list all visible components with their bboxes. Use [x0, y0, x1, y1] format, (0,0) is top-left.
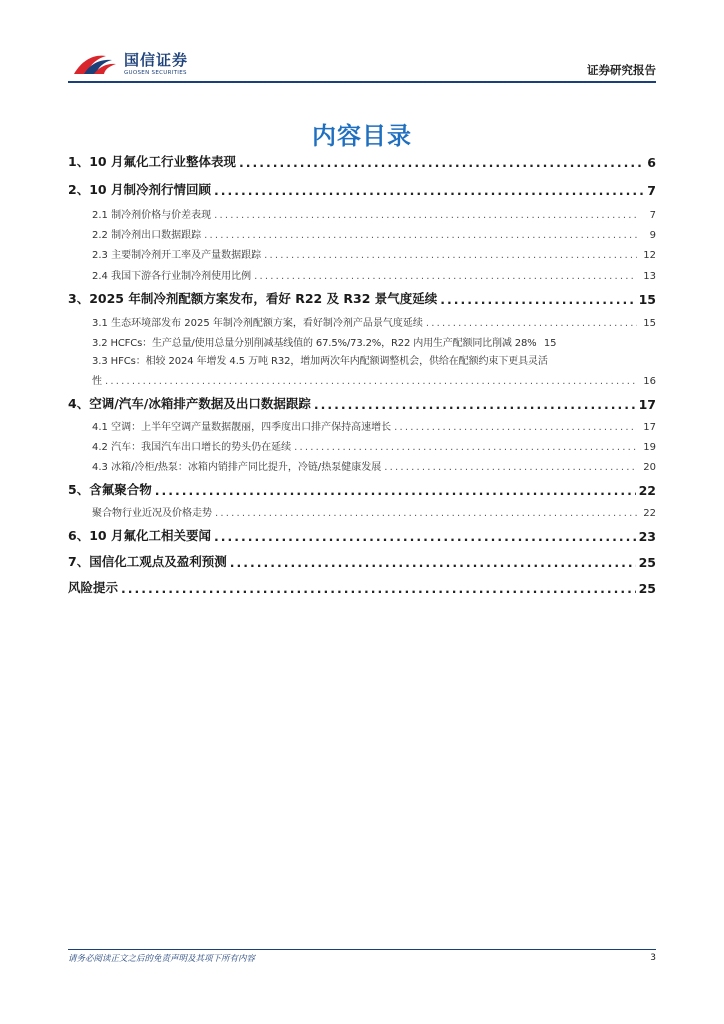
- toc-entry-page: 15: [643, 318, 656, 329]
- toc-subentry[interactable]: [68, 418, 656, 433]
- toc-leader: [155, 483, 636, 498]
- toc-subentry[interactable]: [68, 438, 656, 453]
- toc-entry-title: 2.4 我国下游各行业制冷剂使用比例: [92, 271, 252, 282]
- report-type-label: 证券研究报告: [587, 63, 656, 77]
- toc-leader: [105, 376, 637, 387]
- toc-leader: [230, 555, 636, 570]
- toc-entry-title: 4.1 空调：上半年空调产量数据靓丽，四季度出口排产保持高速增长: [92, 422, 392, 433]
- toc-leader: [254, 271, 637, 282]
- page-header: [68, 48, 656, 84]
- toc-entry-page: 22: [643, 508, 656, 519]
- toc-entry-page: 6: [647, 155, 656, 170]
- toc-entry[interactable]: [68, 578, 656, 596]
- toc-entry-title: 2.3 主要制冷剂开工率及产量数据跟踪: [92, 250, 262, 261]
- toc-entry-title: 6、10 月氟化工相关要闻: [68, 528, 211, 543]
- toc-subentry[interactable]: [68, 334, 656, 349]
- guosen-logo-icon: [72, 50, 118, 78]
- disclaimer-note: 请务必阅读正文之后的免责声明及其项下所有内容: [68, 954, 256, 964]
- toc-entry-title: 风险提示: [68, 580, 119, 595]
- toc-entry-page: 15: [543, 338, 557, 349]
- toc-leader: [440, 292, 635, 307]
- toc-leader: [204, 230, 637, 241]
- toc-entry-title: 7、国信化工观点及盈利预测: [68, 554, 227, 569]
- toc-entry-page: 19: [643, 442, 656, 453]
- header-divider: [68, 81, 656, 83]
- toc-entry-page: 16: [643, 376, 656, 387]
- toc-leader: [121, 581, 636, 596]
- toc-entry-page: 7: [649, 210, 656, 221]
- toc-entry-title: 2.1 制冷剂价格与价差表现: [92, 210, 212, 221]
- toc-entry-page: 22: [638, 483, 656, 498]
- toc-title: 内容目录: [312, 122, 412, 150]
- toc-entry[interactable]: [68, 289, 656, 307]
- toc-entry[interactable]: [68, 180, 656, 198]
- toc-subentry[interactable]: [68, 504, 656, 519]
- toc-entry[interactable]: [68, 394, 656, 412]
- toc-entry-page: 15: [638, 292, 656, 307]
- toc-entry[interactable]: [68, 526, 656, 544]
- toc-entry-title: 1、10 月氟化工行业整体表现: [68, 154, 236, 169]
- toc-entry-title: 3.1 生态环境部发布 2025 年制冷剂配额方案，看好制冷剂产品景气度延续: [92, 318, 423, 329]
- toc-entry-title: 2、10 月制冷剂行情回顾: [68, 182, 211, 197]
- toc-subentry[interactable]: [68, 226, 656, 241]
- logo-english-name: GUOSEN SECURITIES: [124, 69, 187, 76]
- toc-leader: [294, 442, 637, 453]
- toc-leader: [214, 183, 644, 198]
- toc-entry-title: 4.2 汽车：我国汽车出口增长的势头仍在延续: [92, 442, 292, 453]
- toc-entry-page: 7: [647, 183, 656, 198]
- toc-subentry[interactable]: [68, 246, 656, 261]
- toc-entry-page: 25: [638, 581, 656, 596]
- toc-entry-page: 13: [643, 271, 656, 282]
- toc-entry[interactable]: [68, 480, 656, 498]
- toc-entry-title: 聚合物行业近况及价格走势: [92, 508, 212, 519]
- toc-subentry[interactable]: [68, 458, 656, 473]
- page-number: 3: [650, 953, 656, 963]
- toc-leader: [394, 422, 637, 433]
- footer-divider: [68, 949, 656, 950]
- guosen-logo: [72, 50, 188, 78]
- toc-leader: [214, 210, 637, 221]
- toc-entry-title: 3、2025 年制冷剂配额方案发布，看好 R22 及 R32 景气度延续: [68, 291, 438, 306]
- toc-subentry[interactable]: [92, 352, 656, 367]
- toc-entry-title: 4.3 冰箱/冷柜/热泵：冰箱内销排产同比提升，冷链/热泵健康发展: [92, 462, 382, 473]
- toc-leader: [384, 462, 637, 473]
- toc-entry-title: 4、空调/汽车/冰箱排产数据及出口数据跟踪: [68, 396, 311, 411]
- toc-leader: [214, 529, 636, 544]
- toc-entry-title: 3.3 HFCs：相较 2024 年增发 4.5 万吨 R32，增加两次年内配额调整机会，供给在配额约束下更具灵活: [92, 356, 548, 367]
- toc-entry-page: 17: [643, 422, 656, 433]
- toc-subentry[interactable]: [68, 206, 656, 221]
- toc-leader: [215, 508, 637, 519]
- toc-entry-page: 25: [638, 555, 656, 570]
- toc-entry-page: 12: [643, 250, 656, 261]
- toc-leader: [314, 397, 636, 412]
- toc-entry[interactable]: [68, 152, 656, 170]
- toc-subentry-continuation[interactable]: [68, 372, 656, 387]
- toc-entry-page: 20: [643, 462, 656, 473]
- toc-subentry[interactable]: [68, 314, 656, 329]
- toc-entry-title: 2.2 制冷剂出口数据跟踪: [92, 230, 202, 241]
- toc-entry-page: 23: [638, 529, 656, 544]
- logo-chinese-name: 国信证券: [124, 50, 189, 69]
- toc-subentry[interactable]: [68, 267, 656, 282]
- toc-entry[interactable]: [68, 552, 656, 570]
- toc-leader: [426, 318, 637, 329]
- toc-entry-page: 17: [638, 397, 656, 412]
- toc-leader: [264, 250, 637, 261]
- toc-entry-title-cont: 性: [92, 376, 102, 387]
- toc-entry-title: 5、含氟聚合物: [68, 482, 152, 497]
- toc-entry-page: 9: [649, 230, 656, 241]
- toc-leader: [239, 155, 644, 170]
- toc-entry-title: 3.2 HCFCs：生产总量/使用总量分别削减基线值的 67.5%/73.2%，R22 内用生产配额同比削减 28%: [92, 338, 537, 349]
